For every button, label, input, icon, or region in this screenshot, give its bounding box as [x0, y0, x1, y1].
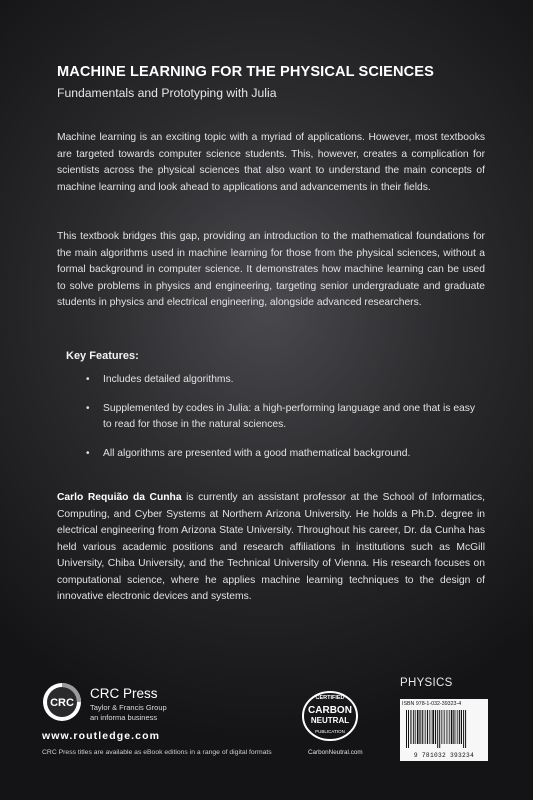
barcode-bar: [410, 710, 411, 744]
key-feature-item: [84, 401, 484, 434]
barcode-bar: [429, 710, 430, 744]
bullet-icon: •: [86, 374, 90, 385]
ebook-footnote: CRC Press titles are available as eBook editions in a range of digital formats: [42, 749, 272, 756]
barcode-bar: [435, 710, 436, 744]
publisher-url[interactable]: www.routledge.com: [42, 730, 161, 742]
barcode-bar: [444, 710, 445, 744]
barcode-bar: [412, 710, 413, 744]
key-feature-item: [84, 372, 484, 389]
author-bio-text: is currently an assistant professor at the School of Informatics, Computing, and Cyber Systems at Northern Arizona University. He holds a Ph.D. degree in electrical engineering from Arizona State University. Throughout his career, Dr. da Cunha has held various academic positions and research affiliations in institutions such as McGill University, Chiba University, and the Technical University of Vienna. His research focuses on computational science, where he applies machine learning techniques to the design of innovative electronic devices and systems.: [57, 492, 485, 602]
key-features-heading: Key Features:: [66, 350, 139, 362]
barcode-bar: [415, 710, 416, 744]
publisher-tagline: an informa business: [90, 713, 158, 722]
barcode-bar: [408, 710, 409, 748]
bullet-icon: •: [86, 402, 90, 414]
book-subtitle: Fundamentals and Prototyping with Julia: [57, 86, 277, 100]
key-feature-text: Includes detailed algorithms.: [103, 374, 234, 385]
barcode-bars-icon: [406, 710, 482, 748]
barcode-bar: [446, 710, 447, 744]
badge-line-1: CERTIFIED: [315, 695, 345, 701]
barcode-bar: [419, 710, 420, 744]
barcode-bar: [465, 710, 466, 748]
barcode-bar: [448, 710, 449, 744]
barcode-bar: [441, 710, 442, 744]
author-bio: [57, 490, 485, 606]
subject-category: PHYSICS: [400, 677, 453, 689]
barcode-bar: [459, 710, 460, 744]
barcode-bar: [461, 710, 462, 744]
barcode-bar: [449, 710, 450, 744]
barcode-bar: [456, 710, 457, 744]
key-features-list: [84, 372, 484, 474]
barcode-bar: [422, 710, 423, 744]
isbn-digits: 9 781032 393234: [413, 752, 475, 759]
barcode-bar: [453, 710, 454, 744]
barcode-bar: [437, 710, 438, 748]
key-feature-item: [84, 446, 484, 463]
barcode-bar: [463, 710, 464, 748]
description-paragraph-1: Machine learning is an exciting topic with a myriad of applications. However, most textbooks are targeted towards computer science students. This, however, creates a complication for scientists across the physical sciences that also want to understand the main concepts of machine learning and look ahead to applications and advancements in their fields.: [57, 132, 485, 193]
badge-line-3: NEUTRAL: [310, 716, 350, 725]
barcode-bar: [439, 710, 440, 748]
description-paragraph-2: This textbook bridges this gap, providing an introduction to the mathematical foundations for the main algorithms used in machine learning for those from the physical sciences, without a formal background in computer science. It demonstrates how machine learning can be used to solve problems in physics and engineering, targeting senior undergraduate and graduate students in physics and electrical engineering, alongside advanced researchers.: [57, 231, 485, 308]
barcode-bar: [451, 710, 453, 744]
barcode-bar: [457, 710, 458, 744]
carbon-neutral-badge-icon: [300, 686, 360, 746]
carbon-neutral-url[interactable]: CarbonNeutral.com: [308, 749, 363, 756]
barcode-bar: [413, 710, 414, 744]
barcode-bar: [417, 710, 419, 744]
barcode-bar: [443, 710, 444, 744]
crc-press-logo-icon: [42, 682, 82, 722]
barcode-bar: [427, 710, 428, 744]
key-feature-text: All algorithms are presented with a good mathematical background.: [103, 447, 411, 459]
barcode-bar: [432, 710, 434, 744]
badge-line-2: CARBON: [308, 705, 352, 716]
book-title: MACHINE LEARNING FOR THE PHYSICAL SCIENCES: [57, 64, 434, 80]
isbn-label: ISBN 978-1-032-39323-4: [402, 701, 462, 707]
barcode-bar: [431, 710, 432, 744]
author-name: Carlo Requião da Cunha: [57, 492, 182, 503]
publisher-group: Taylor & Francis Group: [90, 703, 167, 712]
publisher-name: CRC Press: [90, 686, 158, 701]
crc-logo-text: CRC: [50, 697, 74, 709]
bullet-icon: •: [86, 447, 90, 459]
isbn-barcode: [400, 699, 488, 761]
key-feature-text: Supplemented by codes in Julia: a high-performing language and one that is easy to read for those in the natural sciences.: [103, 402, 476, 430]
barcode-bar: [425, 710, 426, 744]
badge-line-4: PUBLICATION: [315, 729, 345, 734]
barcode-bar: [424, 710, 425, 744]
barcode-bar: [406, 710, 407, 748]
